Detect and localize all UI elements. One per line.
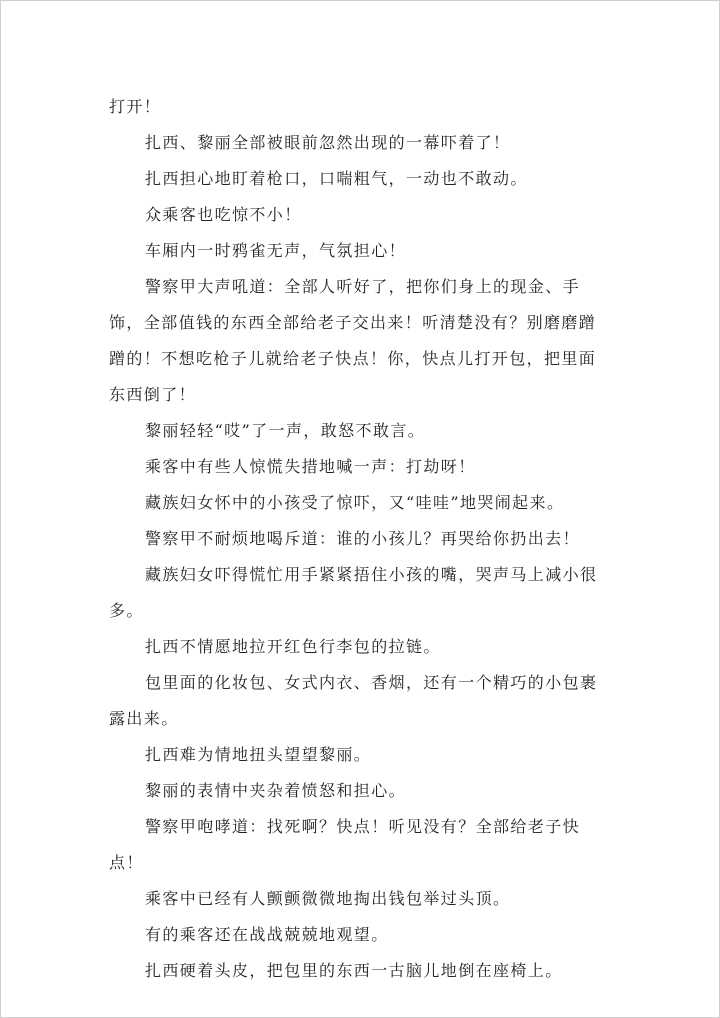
paragraph: 扎西不情愿地拉开红色行李包的拉链。 [145, 637, 441, 656]
paragraph: 警察甲不耐烦地喝斥道：谁的小孩儿？再哭给你扔出去！ [145, 529, 581, 548]
paragraph: 扎西、黎丽全部被眼前忽然出现的一幕吓着了！ [145, 133, 511, 152]
paragraph: 扎西硬着头皮，把包里的东西一古脑儿地倒在座椅上。 [145, 961, 563, 980]
paragraph: 黎丽轻轻“哎”了一声，敢怒不敢言。 [145, 421, 426, 440]
paragraph: 众乘客也吃惊不小！ [145, 205, 302, 224]
paragraph: 包里面的化妆包、女式内衣、香烟，还有一个精巧的小包裹露出来。 [109, 673, 598, 728]
document-body [109, 89, 613, 989]
paragraph: 扎西难为情地扭头望望黎丽。 [145, 745, 372, 764]
paragraph: 乘客中已经有人颤颤微微地掏出钱包举过头顶。 [145, 889, 511, 908]
paragraph: 车厢内一时鸦雀无声，气氛担心！ [145, 241, 407, 260]
paragraph: 黎丽的表情中夹杂着愤怒和担心。 [145, 781, 407, 800]
paragraph: 藏族妇女怀中的小孩受了惊吓，又“哇哇”地哭闹起来。 [145, 493, 565, 512]
paragraph: 乘客中有些人惊慌失措地喊一声：打劫呀！ [145, 457, 476, 476]
paragraph: 打开！ [109, 97, 162, 116]
paragraph: 扎西担心地盯着枪口，口喘粗气，一动也不敢动。 [145, 169, 528, 188]
paragraph: 警察甲大声吼道：全部人听好了，把你们身上的现金、手饰，全部值钱的东西全部给老子交出来！听清楚没有？别磨磨蹭蹭的！不想吃枪子儿就给老子快点！你，快点儿打开包，把里面东西倒了！ [109, 277, 597, 404]
paragraph: 警察甲咆哮道：找死啊？快点！听见没有？全部给老子快点！ [109, 817, 581, 872]
paragraph: 有的乘客还在战战兢兢地观望。 [145, 925, 389, 944]
paragraph: 藏族妇女吓得慌忙用手紧紧捂住小孩的嘴，哭声马上减小很多。 [109, 565, 598, 620]
